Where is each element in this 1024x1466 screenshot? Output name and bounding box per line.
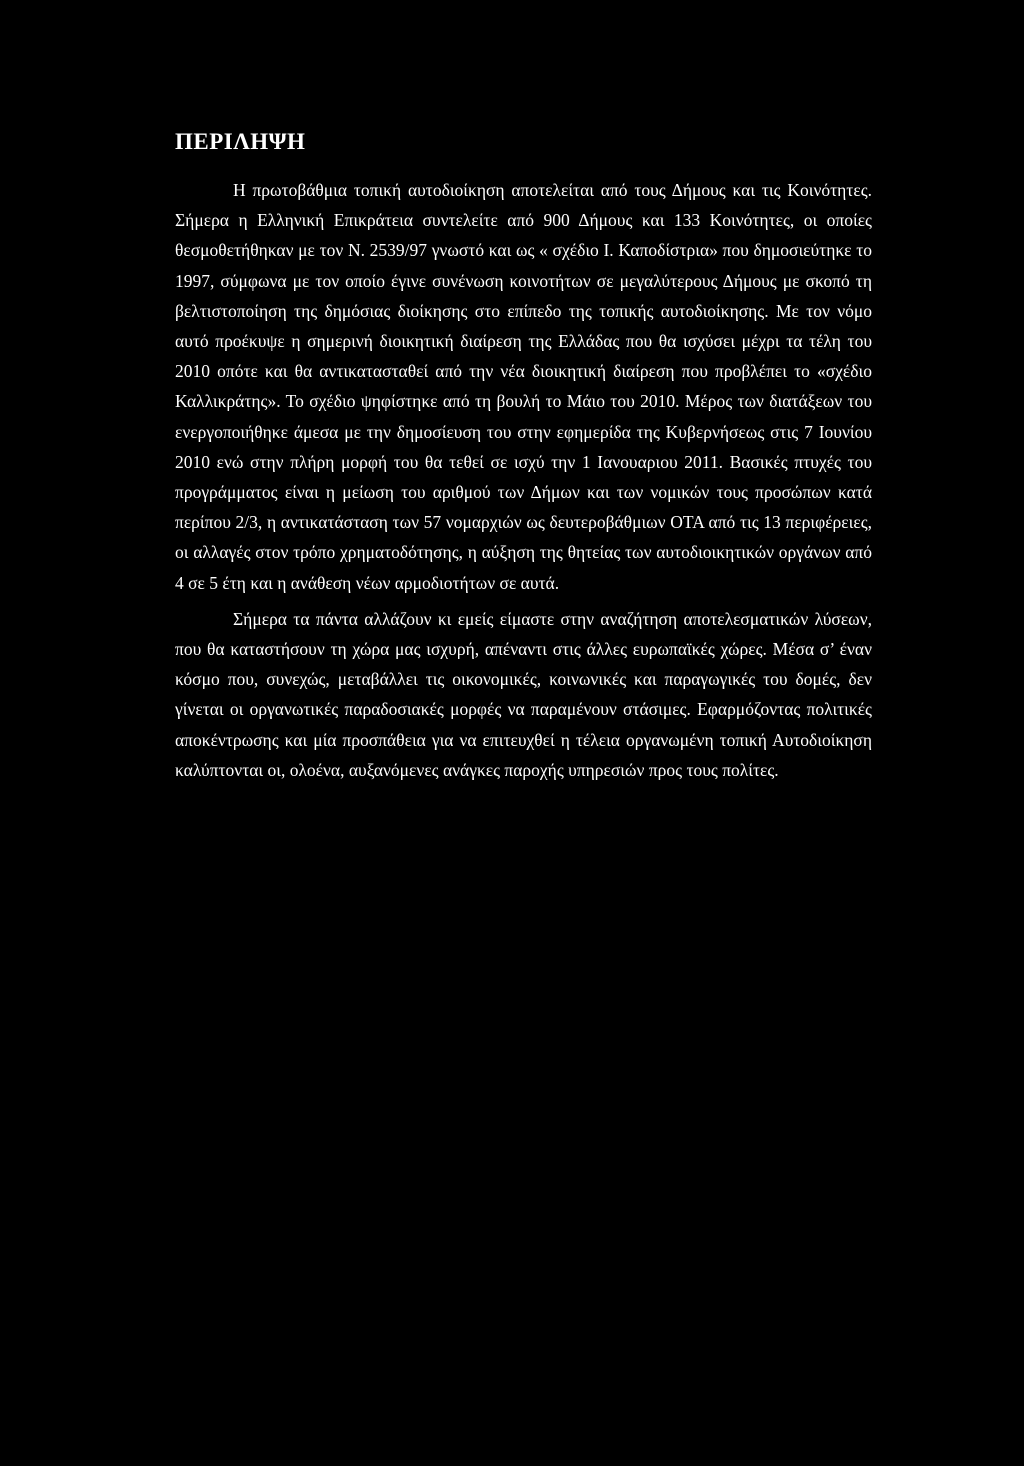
document-heading: ΠΕΡΙΛΗΨΗ bbox=[175, 129, 306, 154]
paragraph-1: Η πρωτοβάθμια τοπική αυτοδιοίκηση αποτελείται από τους Δήμους και τις Κοινότητες. Σήμερα η Ελληνική Επικράτεια συντελείτε από 900 Δήμους και 133 Κοινότητες, οι οποίες θεσμοθετήθηκαν με τον Ν. 2539/97 γνωστό και ως « σχέδιο Ι. Καποδίστρια» που δημοσιεύτηκε το 1997, σύμφωνα με τον οποίο έγινε συνένωση κοινοτήτων σε μεγαλύτερους Δήμους με σκοπό τη βελτιστοποίηση της δημόσιας διοίκησης στο επίπεδο της τοπικής αυτοδιοίκησης. Με τον νόμο αυτό προέκυψε η σημερινή διοικητική διαίρεση της Ελλάδας που θα ισχύσει μέχρι τα τέλη του 2010 οπότε και θα αντικατασταθεί από την νέα διοικητική διαίρεση που προβλέπει το «σχέδιο Καλλικράτης». Το σχέδιο ψηφίστηκε από τη βουλή το Μάιο του 2010. Μέρος των διατάξεων του ενεργοποιήθηκε άμεσα με την δημοσίευση του στην εφημερίδα της Κυβερνήσεως στις 7 Ιουνίου 2010 ενώ στην πλήρη μορφή του θα τεθεί σε ισχύ την 1 Ιανουαριου 2011. Βασικές πτυχές του προγράμματος είναι η μείωση του αριθμού των Δήμων και των νομικών τους προσώπων κατά περίπου 2/3, η αντικατάσταση των 57 νομαρχιών ως δευτεροβάθμιων ΟΤΑ από τις 13 περιφέρειες, οι αλλαγές στον τρόπο χρηματοδότησης, η αύξηση της θητείας των αυτοδιοικητικών οργάνων από 4 σε 5 έτη και η ανάθεση νέων αρμοδιοτήτων σε αυτά. bbox=[175, 180, 872, 593]
paragraph-2: Σήμερα τα πάντα αλλάζουν κι εμείς είμαστε στην αναζήτηση αποτελεσματικών λύσεων, που θα καταστήσουν τη χώρα μας ισχυρή, απέναντι στις άλλες ευρωπαϊκές χώρες. Μέσα σ’ έναν κόσμο που, συνεχώς, μεταβάλλει τις οικονομικές, κοινωνικές και παραγωγικές του δομές, δεν γίνεται οι οργανωτικές παραδοσιακές μορφές να παραμένουν στάσιμες. Εφαρμόζοντας πολιτικές αποκέντρωσης και μία προσπάθεια για να επιτευχθεί η τέλεια οργανωμένη τοπική Αυτοδιοίκηση καλύπτονται οι, ολοένα, αυξανόμενες ανάγκες παροχής υπηρεσιών προς τους πολίτες. bbox=[175, 608, 872, 780]
document-page bbox=[175, 127, 872, 785]
